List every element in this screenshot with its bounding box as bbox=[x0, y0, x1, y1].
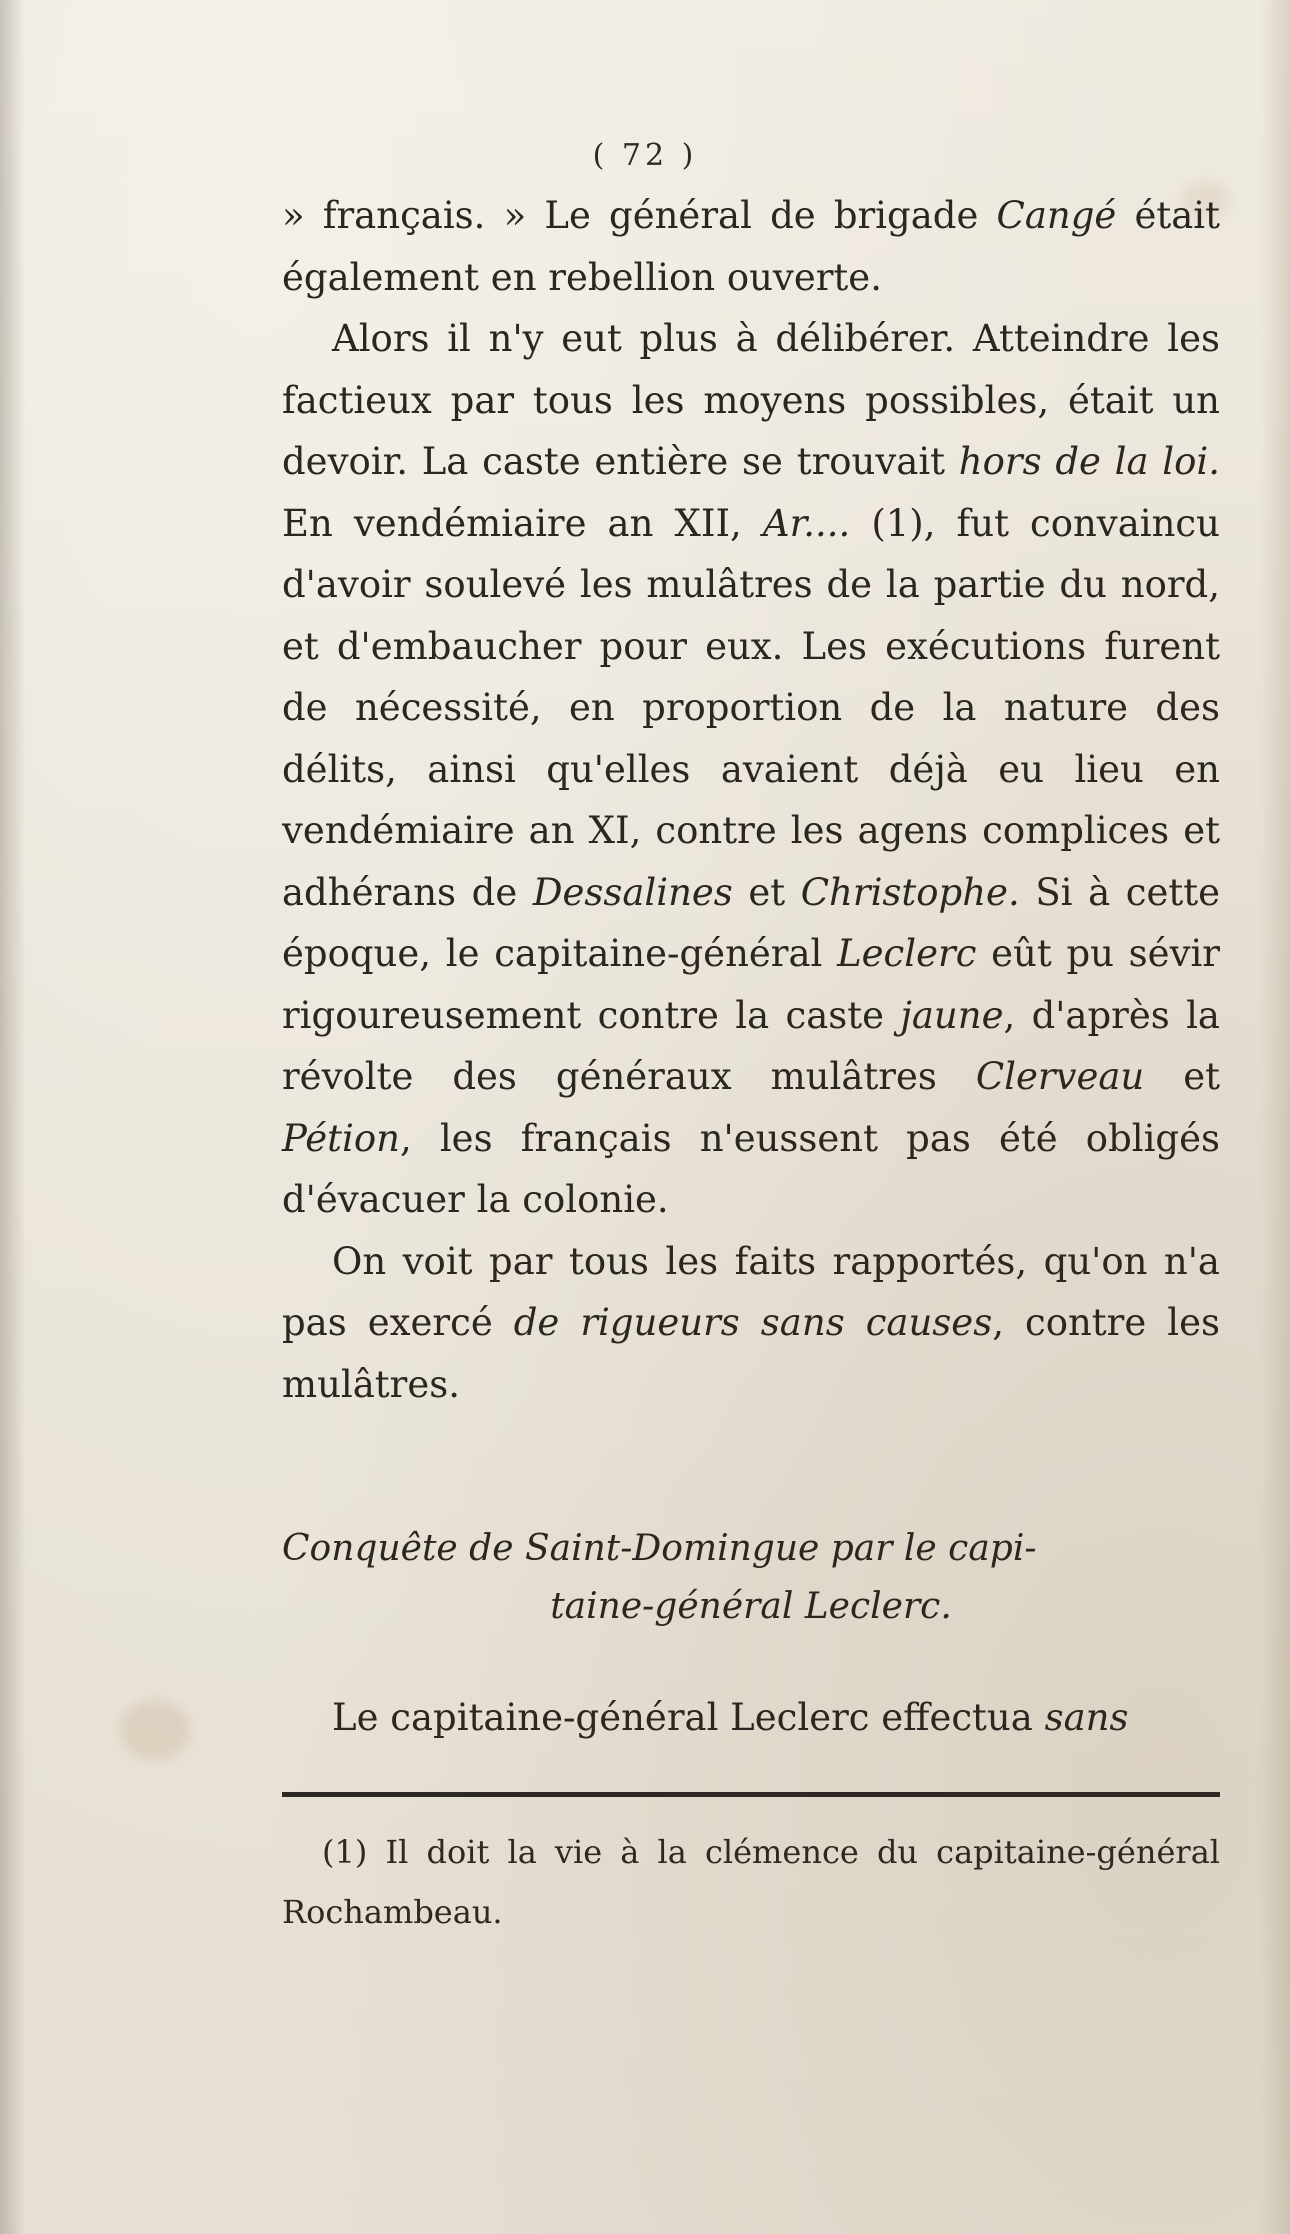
paragraph-2 bbox=[282, 308, 1220, 1231]
paragraph-3 bbox=[282, 1231, 1220, 1416]
text-run: , d'après la révolte des généraux mulâtres bbox=[282, 993, 1220, 1098]
footnote-marker: (1) bbox=[322, 1833, 368, 1871]
name-cange: Cangé bbox=[996, 194, 1117, 237]
text-run: Alors il n'y eut plus à délibérer. Atteindre les factieux par tous les moyens possibles, était un devoir. La caste entière se trouvait bbox=[282, 317, 1220, 483]
text-run: Si à cette époque, le capitaine-général bbox=[282, 870, 1220, 975]
name-leclerc: Leclerc bbox=[837, 932, 977, 975]
italic-rigueurs: de rigueurs sans causes bbox=[513, 1301, 993, 1344]
text-run: était également en rebellion ouverte. bbox=[282, 194, 1220, 299]
text-run: » français. » Le général de brigade bbox=[282, 194, 997, 237]
binding-shadow bbox=[0, 0, 26, 2234]
italic-jaune: jaune bbox=[900, 993, 1004, 1037]
footnote-text: Il doit la vie à la clémence du capitaine-général Rochambeau. bbox=[282, 1833, 1220, 1931]
paper-stain bbox=[120, 1700, 190, 1760]
text-run: (1), fut convaincu d'avoir soulevé les mulâtres de la partie du nord, et d'embaucher pour eux. Les exécutions furent de nécessité, en proportion de la nature des délits, ainsi qu'elles avaient déjà eu lieu en vendémiaire an XI, contre les agens complices et adhérans de bbox=[282, 501, 1220, 914]
text-run: Le capitaine-général Leclerc effectua bbox=[332, 1696, 1045, 1739]
page-edge-shadow bbox=[1260, 0, 1290, 2234]
section-heading-line-1: Conquête de Saint-Domingue par le capi- bbox=[282, 1528, 1037, 1569]
text-run: eût pu sévir rigoureusement contre la caste bbox=[282, 932, 1220, 1037]
section-first-line bbox=[332, 1688, 1220, 1748]
section-heading bbox=[282, 1520, 1220, 1636]
italic-sans: sans bbox=[1044, 1696, 1129, 1739]
name-petion: Pétion bbox=[282, 1116, 400, 1160]
paragraph-1 bbox=[282, 185, 1220, 308]
text-run: On voit par tous les faits rapportés, qu'on n'a pas exercé bbox=[282, 1239, 1220, 1344]
footnote-body bbox=[282, 1822, 1220, 1942]
text-run: En vendémiaire an XII, bbox=[282, 501, 763, 545]
section-heading-line-2: taine-général Leclerc. bbox=[550, 1586, 952, 1627]
footnote bbox=[282, 1822, 1220, 1942]
text-run: , contre les mulâtres. bbox=[282, 1301, 1220, 1406]
name-ar: Ar.... bbox=[762, 501, 851, 545]
text-run: et bbox=[732, 870, 801, 914]
italic-hors-de-la-loi: hors de la loi. bbox=[958, 440, 1220, 483]
footnote-rule bbox=[282, 1792, 1220, 1797]
name-dessalines: Dessalines bbox=[532, 870, 733, 914]
page-number: ( 72 ) bbox=[592, 138, 698, 173]
name-clerveau: Clerveau bbox=[975, 1055, 1145, 1098]
main-text bbox=[282, 185, 1220, 1415]
text-run: et bbox=[1144, 1055, 1220, 1098]
name-christophe: Christophe. bbox=[800, 870, 1020, 914]
text-run: , les français n'eussent pas été obligés d'évacuer la colonie. bbox=[282, 1116, 1220, 1221]
